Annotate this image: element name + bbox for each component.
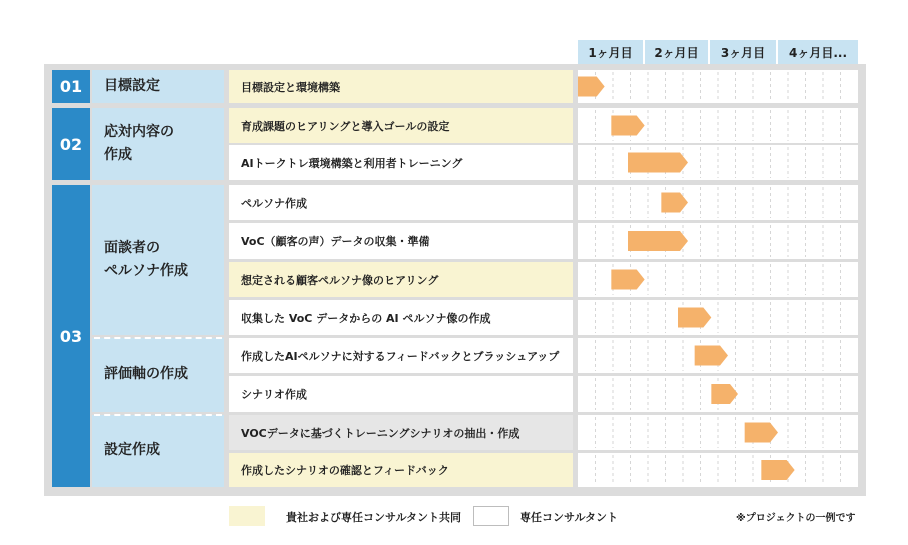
task-row-label: AIトークトレ環境構築と利用者トレーニング — [229, 145, 573, 180]
gantt-bar — [628, 231, 688, 251]
gantt-row — [578, 223, 858, 259]
phase-label-persona: 面談者の ペルソナ作成 — [92, 185, 224, 335]
gantt-row — [578, 185, 858, 220]
task-row-label: 目標設定と環境構築 — [229, 70, 573, 103]
phase-number-01: 01 — [52, 70, 90, 103]
gantt-bar — [628, 153, 688, 173]
gantt-row — [578, 415, 858, 450]
phase-number-03: 03 — [52, 185, 90, 487]
legend-label-own: 専任コンサルタント — [520, 511, 619, 524]
phase-label-goal: 目標設定 — [92, 70, 224, 103]
month-header-1: 1ヶ月目 — [578, 40, 643, 64]
task-row-label: 収集した VoC データからの AI ペルソナ像の作成 — [229, 300, 573, 335]
legend-swatch-shared — [229, 506, 265, 526]
task-row-label: 育成課題のヒアリングと導入ゴールの設定 — [229, 108, 573, 143]
month-header-4: 4ヶ月目... — [778, 40, 858, 64]
task-row-label: VoC（顧客の声）データの収集・準備 — [229, 223, 573, 259]
task-row-label: VOCデータに基づくトレーニングシナリオの抽出・作成 — [229, 415, 573, 450]
task-row-label: シナリオ作成 — [229, 376, 573, 412]
gantt-row — [578, 300, 858, 335]
month-header-2: 2ヶ月目 — [645, 40, 708, 64]
phase-label-setting: 設定作成 — [92, 415, 224, 487]
phase-label-evaluation: 評価軸の作成 — [92, 338, 224, 412]
footnote: ※プロジェクトの一例です — [736, 513, 856, 524]
task-row-label: ペルソナ作成 — [229, 185, 573, 220]
gantt-row — [578, 145, 858, 180]
task-row-label: 作成したシナリオの確認とフィードバック — [229, 453, 573, 487]
phase-label-content: 応対内容の 作成 — [92, 108, 224, 180]
legend-label-shared: 貴社および専任コンサルタント共同 — [286, 511, 462, 524]
phase-number-02: 02 — [52, 108, 90, 180]
month-header-3: 3ヶ月目 — [710, 40, 776, 64]
legend-swatch-own — [473, 506, 509, 526]
task-row-label: 想定される顧客ペルソナ像のヒアリング — [229, 262, 573, 297]
task-row-label: 作成したAIペルソナに対するフィードバックとブラッシュアップ — [229, 338, 573, 373]
